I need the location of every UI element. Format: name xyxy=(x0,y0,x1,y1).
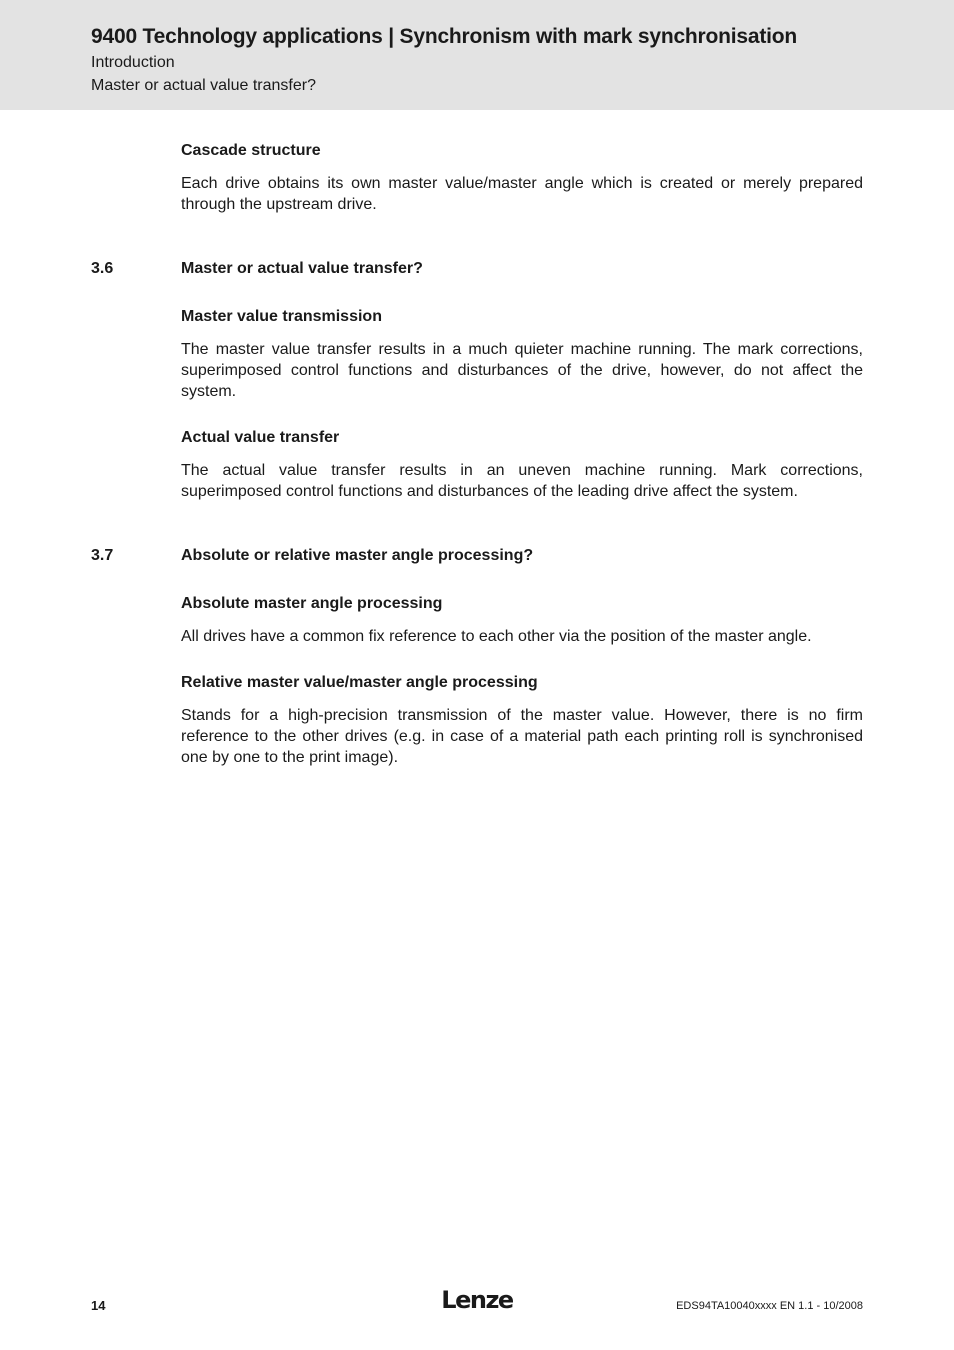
actual-value-paragraph: The actual value transfer results in an uneven machine running. Mark corrections, superimposed control functions and disturbances of the leading drive affect the system. xyxy=(181,462,863,500)
document-id: EDS94TA10040xxxx EN 1.1 - 10/2008 xyxy=(676,1300,863,1312)
cascade-heading: Cascade structure xyxy=(181,142,321,159)
relative-angle-paragraph: Stands for a high-precision transmission of the master value. However, there is no firm reference to the other drives (e.g. in case of a material path each printing roll is synchronised one by one to the print image). xyxy=(181,707,863,766)
absolute-angle-heading: Absolute master angle processing xyxy=(181,595,443,612)
relative-angle-heading: Relative master value/master angle processing xyxy=(181,674,538,691)
master-value-heading: Master value transmission xyxy=(181,308,382,325)
section-3-6-title: Master or actual value transfer? xyxy=(181,260,423,277)
document-title: 9400 Technology applications | Synchronism with mark synchronisation xyxy=(91,25,798,48)
lenze-logo-text: Lenze xyxy=(441,1286,513,1314)
master-value-paragraph: The master value transfer results in a much quieter machine running. The mark corrections, superimposed control functions and disturbances of the drive, however, do not affect the system. xyxy=(181,341,863,400)
section-3-7-number: 3.7 xyxy=(91,547,114,564)
absolute-angle-paragraph: All drives have a common fix reference to each other via the position of the master angle. xyxy=(181,628,812,645)
page-number: 14 xyxy=(91,1298,106,1313)
cascade-paragraph: Each drive obtains its own master value/master angle which is created or merely prepared through the upstream drive. xyxy=(181,175,863,213)
section-name: Master or actual value transfer? xyxy=(91,77,316,94)
page-header xyxy=(0,0,954,110)
section-3-6-number: 3.6 xyxy=(91,260,114,277)
lenze-logo xyxy=(437,1286,517,1314)
section-3-7-title: Absolute or relative master angle processing? xyxy=(181,547,534,564)
chapter-name: Introduction xyxy=(91,54,175,71)
actual-value-heading: Actual value transfer xyxy=(181,429,340,446)
